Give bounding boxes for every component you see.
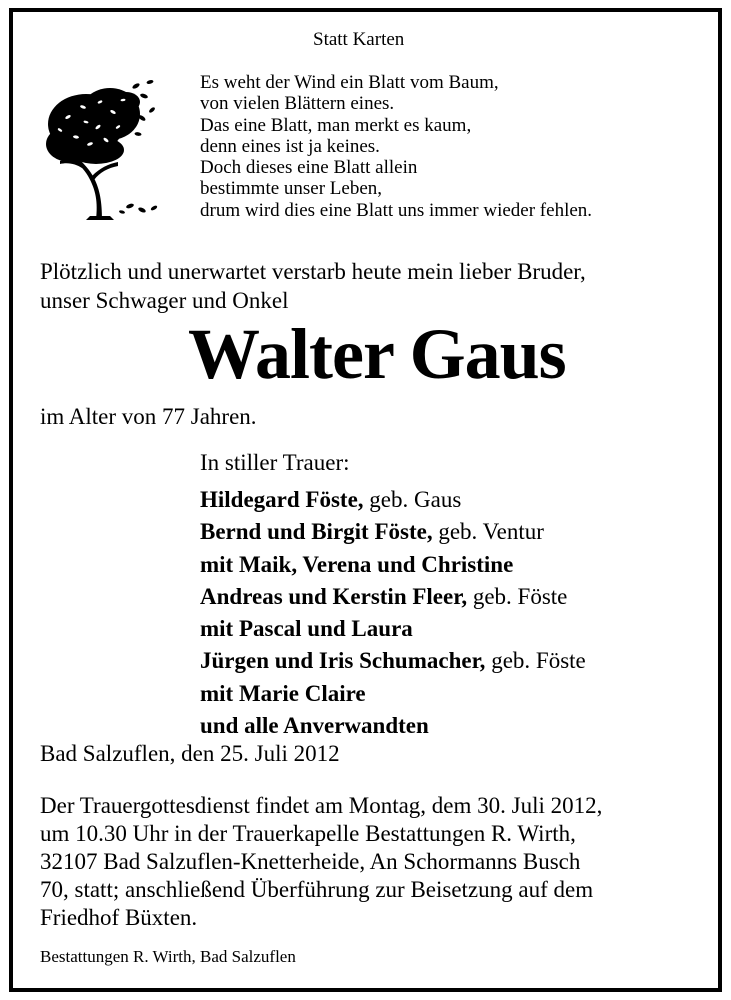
mourner-name: mit Pascal und Laura (200, 616, 413, 642)
mourner-entry (200, 549, 586, 581)
mourning-heading: In stiller Trauer: (200, 450, 350, 475)
poem-line: von vielen Blättern eines. (200, 93, 395, 115)
mourner-name: mit Marie Claire (200, 680, 366, 706)
service-line: Der Trauergottesdienst findet am Montag, dem 30. Juli 2012, (40, 793, 603, 818)
mourner-name: mit Maik, Verena und Christine (200, 551, 514, 577)
mourner-entry (200, 678, 586, 710)
mourner-name: Hildegard Föste, (200, 487, 364, 512)
mourner-name: Bernd und Birgit Föste, (200, 519, 433, 545)
intro-line: unser Schwager und Onkel (40, 288, 289, 313)
service-line: Friedhof Büxten. (40, 905, 198, 930)
mourner-entry (200, 645, 586, 677)
place-date: Bad Salzuflen, den 25. Juli 2012 (40, 741, 340, 766)
poem-line: Es weht der Wind ein Blatt vom Baum, (200, 72, 499, 93)
service-line: 70, statt; anschließend Überführung zur Beisetzung auf dem (40, 877, 594, 902)
poem-line: Das eine Blatt, man merkt es kaum, (200, 114, 472, 136)
service-info (40, 792, 602, 932)
mourner-name: Andreas und Kerstin Fleer, (200, 583, 468, 609)
deceased-name: Walter Gaus (188, 314, 566, 394)
mourner-entry (200, 613, 586, 645)
intro-text (40, 257, 586, 315)
poem-line: bestimmte unser Leben, (200, 178, 383, 200)
header-statt-karten: Statt Karten (313, 29, 405, 50)
undertaker-credit: Bestattungen R. Wirth, Bad Salzuflen (40, 947, 296, 966)
poem-line: drum wird dies eine Blatt uns immer wieder fehlen. (200, 199, 593, 221)
poem (200, 72, 592, 221)
wind-blown-tree-icon (38, 72, 162, 222)
mourner-suffix: geb. Föste (485, 648, 586, 674)
age-line: im Alter von 77 Jahren. (40, 404, 257, 429)
mourner-suffix: geb. Gaus (363, 487, 462, 512)
mourner-suffix: geb. Föste (467, 583, 568, 609)
service-line: 32107 Bad Salzuflen-Knetterheide, An Schormanns Busch (40, 849, 581, 874)
intro-line: Plötzlich und unerwartet verstarb heute mein lieber Bruder, (40, 259, 586, 284)
poem-line: denn eines ist ja keines. (200, 135, 380, 157)
mourner-entry (200, 581, 586, 613)
mourner-name: Jürgen und Iris Schumacher, (200, 648, 486, 674)
poem-line: Doch dieses eine Blatt allein (200, 157, 418, 179)
mourner-suffix: geb. Ventur (432, 519, 544, 545)
mourners-list (200, 484, 586, 742)
mourner-entry (200, 516, 586, 548)
service-line: um 10.30 Uhr in der Trauerkapelle Bestattungen R. Wirth, (40, 821, 576, 846)
mourner-entry (200, 710, 586, 742)
mourner-name: und alle Anverwandten (200, 713, 429, 739)
mourner-entry (200, 484, 586, 516)
